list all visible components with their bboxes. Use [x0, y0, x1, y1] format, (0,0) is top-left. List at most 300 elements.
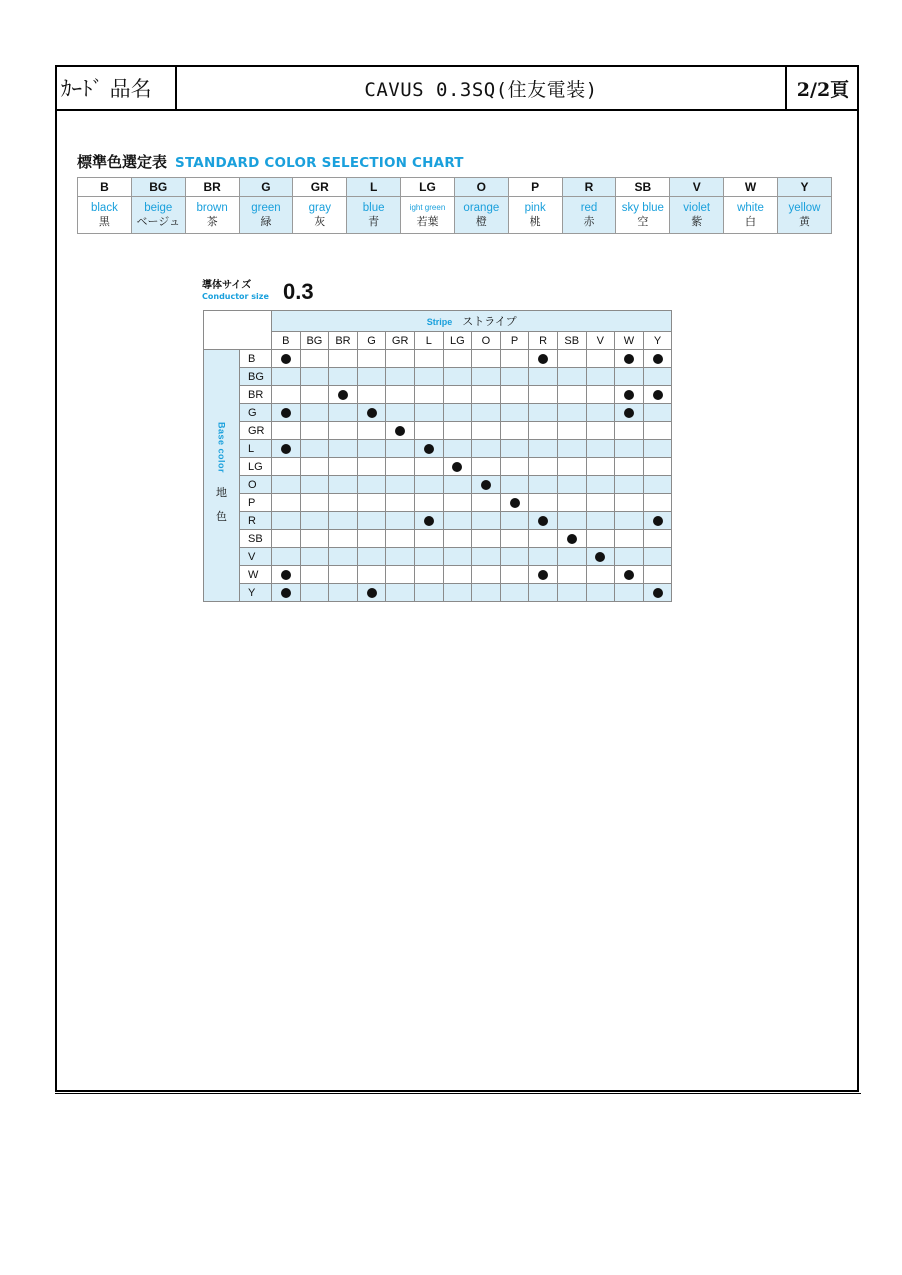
- matrix-cell: [414, 476, 443, 494]
- matrix-cell: [500, 476, 529, 494]
- matrix-cell: [272, 566, 301, 584]
- matrix-cell: [443, 350, 472, 368]
- matrix-cell: [586, 566, 615, 584]
- availability-dot-icon: [653, 516, 663, 526]
- stripe-column-label: P: [500, 332, 529, 350]
- matrix-cell: [615, 386, 644, 404]
- matrix-cell: [414, 368, 443, 386]
- matrix-cell: [500, 422, 529, 440]
- matrix-cell: [472, 422, 501, 440]
- color-code-cell: P: [508, 178, 562, 197]
- color-name-jp: 黒: [98, 216, 110, 228]
- conductor-size-label-en: Conductor size: [202, 292, 269, 301]
- availability-dot-icon: [338, 390, 348, 400]
- color-name-cell: [239, 197, 293, 234]
- matrix-cell: [300, 530, 329, 548]
- page-number: 2/2頁: [785, 67, 859, 109]
- matrix-cell: [472, 386, 501, 404]
- matrix-cell: [414, 440, 443, 458]
- matrix-cell: [386, 350, 415, 368]
- matrix-cell: [472, 476, 501, 494]
- color-name-en: gray: [308, 202, 331, 214]
- matrix-row: [204, 530, 672, 548]
- availability-dot-icon: [367, 588, 377, 598]
- matrix-cell: [414, 548, 443, 566]
- matrix-cell: [643, 368, 672, 386]
- stripe-column-label: V: [586, 332, 615, 350]
- matrix-cell: [586, 422, 615, 440]
- matrix-cell: [500, 404, 529, 422]
- matrix-cell: [443, 548, 472, 566]
- color-name-row: [78, 197, 832, 234]
- matrix-cell: [443, 404, 472, 422]
- matrix-cell: [472, 404, 501, 422]
- matrix-cell: [500, 440, 529, 458]
- matrix-cell: [357, 404, 386, 422]
- matrix-cell: [272, 422, 301, 440]
- matrix-row: [204, 404, 672, 422]
- matrix-cell: [272, 440, 301, 458]
- color-name-en: white: [737, 202, 764, 214]
- matrix-cell: [386, 458, 415, 476]
- color-name-en: pink: [524, 202, 546, 214]
- matrix-cell: [586, 404, 615, 422]
- matrix-cell: [643, 494, 672, 512]
- matrix-cell: [615, 512, 644, 530]
- matrix-cell: [386, 494, 415, 512]
- color-name-cell: [401, 197, 455, 234]
- matrix-cell: [272, 476, 301, 494]
- matrix-cell: [329, 566, 358, 584]
- base-color-row-label: BG: [240, 368, 272, 386]
- matrix-cell: [300, 458, 329, 476]
- matrix-cell: [557, 404, 586, 422]
- color-name-en: red: [580, 202, 598, 214]
- matrix-cell: [357, 440, 386, 458]
- matrix-cell: [643, 530, 672, 548]
- matrix-cell: [615, 422, 644, 440]
- matrix-cell: [557, 350, 586, 368]
- stripe-header-jp: ストライプ: [462, 316, 517, 328]
- color-name-en: brown: [196, 202, 228, 214]
- matrix-row: [204, 476, 672, 494]
- availability-dot-icon: [281, 444, 291, 454]
- color-name-cell: [185, 197, 239, 234]
- matrix-row: [204, 494, 672, 512]
- matrix-row: [204, 386, 672, 404]
- base-color-row-label: L: [240, 440, 272, 458]
- matrix-cell: [386, 566, 415, 584]
- matrix-cell: [500, 368, 529, 386]
- color-code-cell: R: [562, 178, 616, 197]
- matrix-cell: [500, 530, 529, 548]
- color-name-en: green: [251, 202, 281, 214]
- stripe-column-label: O: [472, 332, 501, 350]
- matrix-cell: [414, 458, 443, 476]
- stripe-column-label: Y: [643, 332, 672, 350]
- color-code-cell: L: [347, 178, 401, 197]
- stripe-column-label: BG: [300, 332, 329, 350]
- matrix-cell: [472, 566, 501, 584]
- base-color-label-jp: 色: [216, 511, 227, 524]
- matrix-cell: [414, 350, 443, 368]
- matrix-cell: [586, 440, 615, 458]
- matrix-cell: [586, 584, 615, 602]
- matrix-cell: [529, 476, 558, 494]
- color-name-jp: 黄: [798, 216, 810, 228]
- color-name-en: beige: [144, 202, 173, 214]
- matrix-cell: [500, 548, 529, 566]
- matrix-cell: [443, 494, 472, 512]
- availability-dot-icon: [653, 588, 663, 598]
- frame-double-rule: [55, 1093, 861, 1094]
- matrix-cell: [443, 458, 472, 476]
- availability-dot-icon: [281, 354, 291, 364]
- color-name-jp: 若葉: [416, 216, 439, 228]
- availability-dot-icon: [424, 444, 434, 454]
- matrix-cell: [357, 548, 386, 566]
- color-name-jp: 橙: [475, 216, 487, 228]
- matrix-cell: [500, 350, 529, 368]
- conductor-size-label-jp: 導体サイズ: [202, 280, 252, 291]
- matrix-cell: [386, 440, 415, 458]
- matrix-cell: [357, 386, 386, 404]
- color-name-en: sky blue: [621, 202, 664, 214]
- color-name-cell: [562, 197, 616, 234]
- base-color-row-label: B: [240, 350, 272, 368]
- matrix-cell: [586, 350, 615, 368]
- availability-dot-icon: [538, 570, 548, 580]
- matrix-cell: [529, 494, 558, 512]
- conductor-size-label: [202, 280, 269, 302]
- matrix-cell: [529, 512, 558, 530]
- availability-dot-icon: [281, 588, 291, 598]
- matrix-cell: [414, 530, 443, 548]
- color-name-cell: [616, 197, 670, 234]
- matrix-cell: [643, 566, 672, 584]
- matrix-cell: [472, 350, 501, 368]
- matrix-cell: [529, 404, 558, 422]
- matrix-cell: [357, 422, 386, 440]
- matrix-cell: [357, 512, 386, 530]
- matrix-cell: [272, 368, 301, 386]
- stripe-column-label: BR: [329, 332, 358, 350]
- color-code-cell: B: [78, 178, 132, 197]
- matrix-cell: [300, 548, 329, 566]
- matrix-cell: [300, 440, 329, 458]
- color-name-jp: 桃: [529, 216, 541, 228]
- color-name-jp: 青: [368, 216, 380, 228]
- stripe-column-label: LG: [443, 332, 472, 350]
- matrix-row: [204, 512, 672, 530]
- color-name-cell: [293, 197, 347, 234]
- matrix-cell: [643, 512, 672, 530]
- matrix-cell: [443, 584, 472, 602]
- matrix-cell: [557, 566, 586, 584]
- base-color-row-label: G: [240, 404, 272, 422]
- matrix-cell: [272, 404, 301, 422]
- matrix-cell: [329, 350, 358, 368]
- matrix-cell: [529, 368, 558, 386]
- matrix-cell: [529, 548, 558, 566]
- matrix-cell: [300, 584, 329, 602]
- color-name-cell: [347, 197, 401, 234]
- stripe-column-label: G: [357, 332, 386, 350]
- matrix-cell: [615, 530, 644, 548]
- matrix-cell: [300, 566, 329, 584]
- color-name-en: black: [90, 202, 118, 214]
- availability-dot-icon: [538, 516, 548, 526]
- matrix-cell: [386, 368, 415, 386]
- matrix-cell: [586, 386, 615, 404]
- matrix-cell: [272, 350, 301, 368]
- stripe-header-en: Stripe: [426, 317, 453, 327]
- matrix-cell: [443, 422, 472, 440]
- matrix-cell: [615, 368, 644, 386]
- matrix-cell: [557, 440, 586, 458]
- matrix-cell: [329, 512, 358, 530]
- matrix-cell: [300, 512, 329, 530]
- matrix-cell: [272, 584, 301, 602]
- matrix-cell: [329, 422, 358, 440]
- base-color-row-label: LG: [240, 458, 272, 476]
- matrix-cell: [300, 404, 329, 422]
- matrix-row: [204, 584, 672, 602]
- stripe-header: [272, 311, 672, 332]
- color-name-jp: ベージュ: [136, 216, 181, 228]
- matrix-cell: [272, 530, 301, 548]
- matrix-cell: [272, 512, 301, 530]
- availability-dot-icon: [452, 462, 462, 472]
- availability-dot-icon: [281, 408, 291, 418]
- stripe-column-label: L: [414, 332, 443, 350]
- matrix-cell: [500, 512, 529, 530]
- matrix-row: [204, 458, 672, 476]
- matrix-row: [204, 548, 672, 566]
- matrix-cell: [357, 530, 386, 548]
- matrix-cell: [643, 458, 672, 476]
- matrix-cell: [643, 440, 672, 458]
- matrix-cell: [557, 584, 586, 602]
- color-name-cell: [508, 197, 562, 234]
- availability-dot-icon: [510, 498, 520, 508]
- stripe-column-label: GR: [386, 332, 415, 350]
- matrix-cell: [529, 458, 558, 476]
- standard-chart-title-en: STANDARD COLOR SELECTION CHART: [175, 155, 464, 171]
- matrix-cell: [557, 368, 586, 386]
- color-code-cell: SB: [616, 178, 670, 197]
- availability-dot-icon: [624, 354, 634, 364]
- matrix-cell: [272, 494, 301, 512]
- matrix-cell: [643, 422, 672, 440]
- matrix-cell: [557, 530, 586, 548]
- color-name-en: yellow: [788, 202, 821, 214]
- matrix-cell: [272, 458, 301, 476]
- matrix-cell: [500, 458, 529, 476]
- stripe-combination-matrix: [203, 310, 672, 602]
- availability-dot-icon: [624, 570, 634, 580]
- color-name-jp: 赤: [583, 216, 595, 228]
- matrix-cell: [472, 440, 501, 458]
- matrix-cell: [300, 494, 329, 512]
- matrix-cell: [329, 368, 358, 386]
- matrix-cell: [557, 422, 586, 440]
- availability-dot-icon: [395, 426, 405, 436]
- matrix-cell: [414, 512, 443, 530]
- matrix-cell: [557, 512, 586, 530]
- matrix-cell: [557, 476, 586, 494]
- matrix-cell: [329, 584, 358, 602]
- matrix-cell: [472, 530, 501, 548]
- matrix-row: [204, 566, 672, 584]
- matrix-cell: [615, 494, 644, 512]
- base-color-row-label: BR: [240, 386, 272, 404]
- matrix-cell: [300, 350, 329, 368]
- matrix-cell: [300, 476, 329, 494]
- matrix-cell: [529, 530, 558, 548]
- color-name-cell: [724, 197, 778, 234]
- availability-dot-icon: [624, 408, 634, 418]
- matrix-cell: [586, 494, 615, 512]
- matrix-cell: [443, 566, 472, 584]
- base-color-row-label: V: [240, 548, 272, 566]
- matrix-cell: [357, 476, 386, 494]
- color-code-cell: BR: [185, 178, 239, 197]
- matrix-cell: [529, 422, 558, 440]
- matrix-cell: [357, 350, 386, 368]
- matrix-cell: [329, 404, 358, 422]
- matrix-cell: [329, 458, 358, 476]
- color-code-cell: LG: [401, 178, 455, 197]
- matrix-cell: [586, 512, 615, 530]
- availability-dot-icon: [624, 390, 634, 400]
- matrix-cell: [329, 548, 358, 566]
- matrix-cell: [386, 548, 415, 566]
- matrix-cell: [615, 404, 644, 422]
- matrix-cell: [329, 530, 358, 548]
- stripe-column-label: R: [529, 332, 558, 350]
- matrix-cell: [443, 440, 472, 458]
- color-name-jp: 紫: [691, 216, 703, 228]
- matrix-cell: [500, 494, 529, 512]
- matrix-cell: [414, 422, 443, 440]
- matrix-cell: [329, 476, 358, 494]
- matrix-row: [204, 440, 672, 458]
- matrix-cell: [615, 566, 644, 584]
- color-code-cell: G: [239, 178, 293, 197]
- matrix-cell: [643, 350, 672, 368]
- matrix-cell: [500, 386, 529, 404]
- matrix-cell: [386, 386, 415, 404]
- matrix-cell: [300, 422, 329, 440]
- matrix-cell: [472, 584, 501, 602]
- matrix-cell: [386, 404, 415, 422]
- stripe-column-label: SB: [557, 332, 586, 350]
- matrix-cell: [443, 368, 472, 386]
- matrix-cell: [529, 350, 558, 368]
- matrix-cell: [615, 458, 644, 476]
- matrix-cell: [643, 476, 672, 494]
- matrix-cell: [500, 566, 529, 584]
- color-name-en: ight green: [409, 203, 446, 212]
- matrix-cell: [557, 458, 586, 476]
- matrix-cell: [386, 476, 415, 494]
- matrix-cell: [414, 494, 443, 512]
- base-color-row-label: R: [240, 512, 272, 530]
- color-code-cell: O: [454, 178, 508, 197]
- availability-dot-icon: [538, 354, 548, 364]
- standard-chart-title-jp: 標準色選定表: [77, 153, 168, 171]
- matrix-cell: [272, 548, 301, 566]
- matrix-cell: [529, 386, 558, 404]
- color-name-cell: [454, 197, 508, 234]
- availability-dot-icon: [367, 408, 377, 418]
- matrix-cell: [586, 458, 615, 476]
- availability-dot-icon: [653, 354, 663, 364]
- matrix-corner-blank: [204, 311, 272, 350]
- availability-dot-icon: [595, 552, 605, 562]
- matrix-cell: [557, 494, 586, 512]
- base-color-row-label: GR: [240, 422, 272, 440]
- matrix-cell: [386, 512, 415, 530]
- base-color-label-en: Base color: [216, 421, 227, 474]
- color-name-cell: [777, 197, 831, 234]
- matrix-cell: [557, 386, 586, 404]
- matrix-cell: [386, 422, 415, 440]
- matrix-cell: [529, 584, 558, 602]
- color-code-cell: W: [724, 178, 778, 197]
- document-title: CAVUS 0.3SQ(住友電装): [364, 78, 598, 101]
- availability-dot-icon: [481, 480, 491, 490]
- color-name-en: violet: [683, 202, 711, 214]
- header-row: [57, 67, 857, 111]
- base-color-side-label: [204, 350, 240, 602]
- availability-dot-icon: [653, 390, 663, 400]
- color-name-jp: 灰: [314, 216, 326, 228]
- color-name-jp: 白: [745, 216, 757, 228]
- matrix-cell: [472, 512, 501, 530]
- matrix-cell: [414, 584, 443, 602]
- matrix-cell: [300, 386, 329, 404]
- matrix-row: [204, 422, 672, 440]
- base-color-row-label: P: [240, 494, 272, 512]
- stripe-column-label: W: [615, 332, 644, 350]
- availability-dot-icon: [281, 570, 291, 580]
- matrix-cell: [357, 566, 386, 584]
- matrix-cell: [472, 548, 501, 566]
- matrix-cell: [500, 584, 529, 602]
- matrix-cell: [386, 584, 415, 602]
- color-name-cell: [78, 197, 132, 234]
- matrix-cell: [272, 386, 301, 404]
- matrix-cell: [414, 566, 443, 584]
- matrix-cell: [529, 566, 558, 584]
- standard-color-table: [77, 177, 832, 234]
- matrix-cell: [357, 458, 386, 476]
- matrix-cell: [557, 548, 586, 566]
- matrix-cell: [586, 530, 615, 548]
- matrix-cell: [414, 386, 443, 404]
- base-color-label-jp: 地: [216, 487, 227, 500]
- matrix-cell: [329, 386, 358, 404]
- color-code-cell: V: [670, 178, 724, 197]
- color-name-jp: 空: [637, 216, 649, 228]
- color-code-row: [78, 178, 832, 197]
- matrix-cell: [443, 530, 472, 548]
- matrix-cell: [615, 584, 644, 602]
- matrix-cell: [414, 404, 443, 422]
- standard-chart-title: [77, 151, 464, 172]
